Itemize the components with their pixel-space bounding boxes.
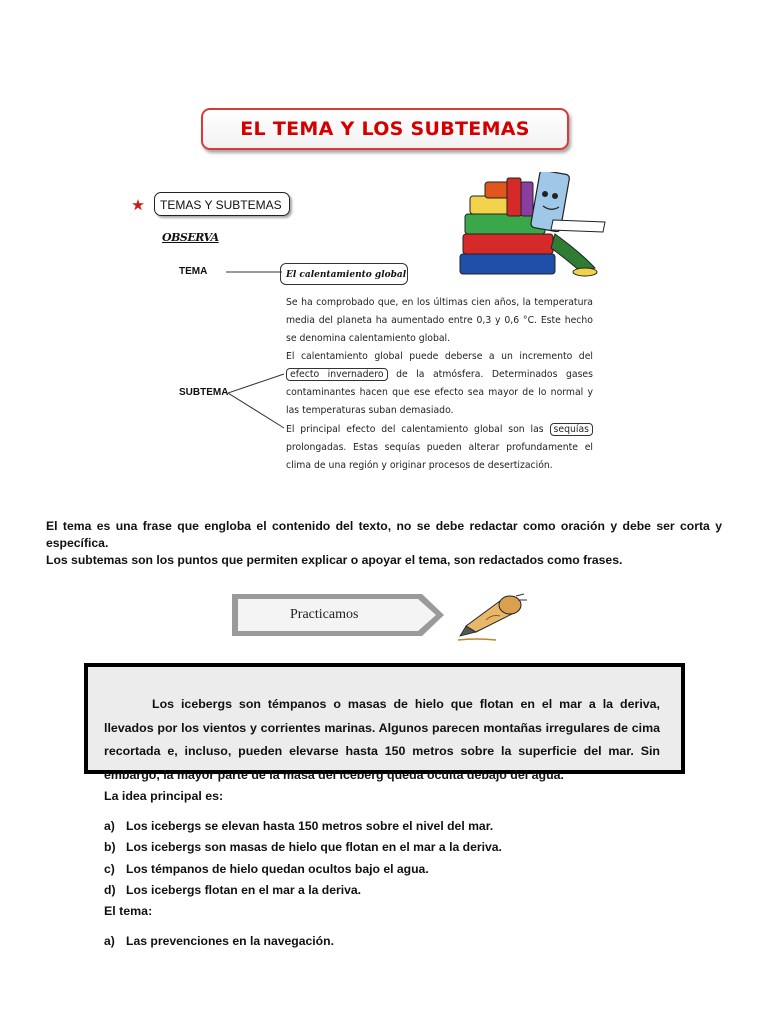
example-paragraph-2 — [286, 348, 593, 420]
option-letter: d) — [104, 883, 116, 897]
tema-connector — [226, 268, 282, 276]
option-text: Los icebergs son masas de hielo que flotan en el mar a la deriva. — [126, 840, 502, 854]
example-paragraph-3 — [286, 421, 593, 475]
pencil-illustration — [456, 592, 530, 642]
option-letter: b) — [104, 840, 116, 854]
question-2-option-a — [104, 934, 334, 948]
option-letter: c) — [104, 862, 115, 876]
option-text: Los témpanos de hielo quedan ocultos bajo el agua. — [126, 862, 429, 876]
question-1-option-d — [104, 883, 361, 897]
question-1-option-a — [104, 819, 493, 833]
question-1-option-b — [104, 840, 502, 854]
p3-before: El principal efecto del calentamiento global son las — [286, 424, 544, 435]
subtema-connector — [228, 372, 286, 432]
question-1-prompt: La idea principal es: — [104, 789, 224, 803]
section-pill: TEMAS Y SUBTEMAS — [154, 192, 290, 216]
p2-before: El calentamiento global puede deberse a un incremento del — [286, 351, 593, 362]
definition-subtemas: Los subtemas son los puntos que permiten explicar o apoyar el tema, son redactados como frases. — [46, 553, 623, 567]
practicamos-label: Practicamos — [290, 607, 359, 622]
option-letter: a) — [104, 819, 115, 833]
page-title-banner — [201, 108, 569, 150]
p3-after: prolongadas. Estas sequías pueden alterar profundamente el clima de una región y originar procesos de desertización. — [286, 442, 593, 471]
star-bullet-icon — [132, 199, 144, 211]
option-text: Las prevenciones en la navegación. — [126, 934, 334, 948]
books-illustration — [455, 172, 615, 278]
p2-boxed-term: efecto invernadero — [286, 368, 388, 381]
reading-paragraph: Los icebergs son témpanos o masas de hielo que flotan en el mar a la deriva, llevados por los vientos y corrientes marinas. Algunos parecen montañas irregulares de cima recortada e, incluso, pueden elevarse hasta 150 metros sobre la superficie del mar. Sin embargo, la mayor parte de la masa del iceberg queda oculta debajo del agua. — [104, 697, 660, 782]
question-1-option-c — [104, 862, 429, 876]
definition-tema: El tema es una frase que engloba el contenido del texto, no se debe redactar como oración y debe ser corta y específica. — [46, 519, 722, 550]
p2-after: de la atmósfera. Determinados gases contaminantes hacen que ese efecto sea mayor de lo normal y las temperaturas suban demasiado. — [286, 369, 593, 416]
reading-text — [104, 693, 660, 787]
example-paragraph-1: Se ha comprobado que, en los últimas cien años, la temperatura media del planeta ha aumentado entre 0,3 y 0,6 °C. Este hecho se denomina calentamiento global. — [286, 297, 593, 344]
example-title: El calentamiento global — [280, 263, 408, 285]
observa-label: OBSERVA — [162, 231, 219, 244]
option-text: Los icebergs flotan en el mar a la deriva. — [126, 883, 362, 897]
tema-label: TEMA — [179, 266, 208, 277]
option-letter: a) — [104, 934, 115, 948]
page-title: EL TEMA Y LOS SUBTEMAS — [240, 118, 530, 140]
question-2-prompt: El tema: — [104, 904, 153, 918]
subtema-label: SUBTEMA — [179, 387, 229, 398]
p3-boxed-term: sequías — [550, 423, 593, 436]
option-text: Los icebergs se elevan hasta 150 metros sobre el nivel del mar. — [126, 819, 494, 833]
